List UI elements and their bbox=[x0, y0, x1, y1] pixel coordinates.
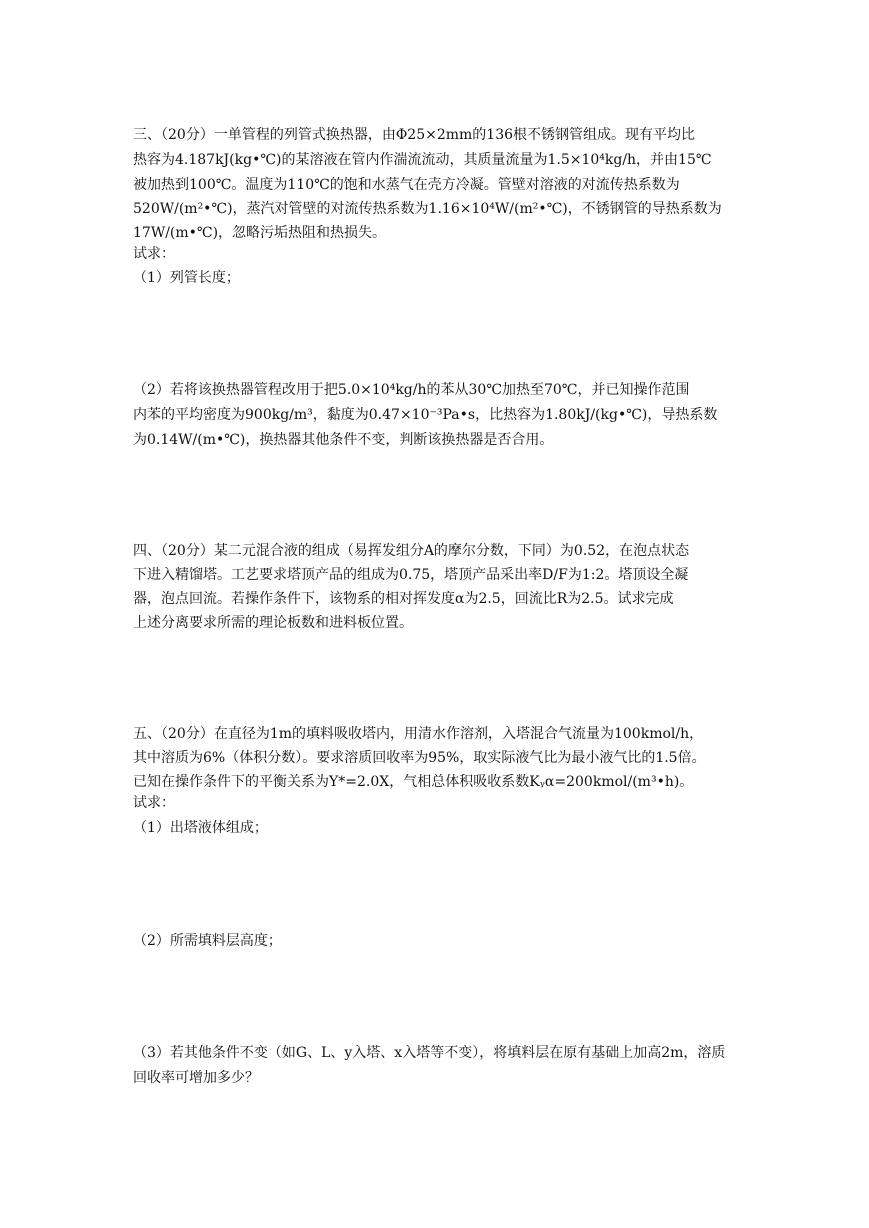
q4-line-4: 上述分离要求所需的理论板数和进料板位置。 bbox=[133, 615, 413, 631]
q5-sub-1: （1）出塔液体组成； bbox=[133, 820, 268, 836]
q5-sub3-line-1: （3）若其他条件不变（如G、L、y入塔、x入塔等不变），将填料层在原有基础上加高2m，溶质 bbox=[133, 1045, 726, 1061]
q4-line-2: 下进入精馏塔。工艺要求塔顶产品的组成为0.75，塔顶产品采出率D/F为1:2。塔顶设全凝 bbox=[133, 567, 689, 583]
q5-line-3: 已知在操作条件下的平衡关系为Y*=2.0X，气相总体积吸收系数Kᵧα=200kmol/(m³•h)。 bbox=[133, 774, 694, 790]
q3-line-1: 三、（20分）一单管程的列管式换热器，由Φ25×2mm的136根不锈钢管组成。现有平均比 bbox=[133, 127, 696, 143]
q5-sub-2: （2）所需填料层高度； bbox=[133, 933, 282, 949]
q3-line-3: 被加热到100℃。温度为110℃的饱和水蒸气在壳方冷凝。管壁对溶液的对流传热系数为 bbox=[133, 177, 680, 193]
q5-line-2: 其中溶质为6%（体积分数）。要求溶质回收率为95%，取实际液气比为最小液气比的1.5倍。 bbox=[133, 750, 706, 766]
q3-sub2-line-3: 为0.14W/(m•℃)，换热器其他条件不变，判断该换热器是否合用。 bbox=[133, 432, 554, 448]
q3-sub2-line-2: 内苯的平均密度为900kg/m³，黏度为0.47×10⁻³Pa•s，比热容为1.80kJ/(kg•℃)，导热系数 bbox=[133, 407, 718, 423]
q3-line-2: 热容为4.187kJ(kg•℃)的某溶液在管内作湍流流动，其质量流量为1.5×10⁴kg/h，并由15℃ bbox=[133, 152, 712, 168]
q3-sub2-line-1: （2）若将该换热器管程改用于把5.0×10⁴kg/h的苯从30℃加热至70℃，并已知操作范围 bbox=[133, 382, 690, 398]
q5-line-1: 五、（20分）在直径为1m的填料吸收塔内，用清水作溶剂，入塔混合气流量为100kmol/h， bbox=[133, 726, 704, 742]
q5-ask: 试求： bbox=[133, 795, 175, 811]
q3-sub-1: （1）列管长度； bbox=[133, 270, 240, 286]
q5-sub3-line-2: 回收率可增加多少？ bbox=[133, 1070, 259, 1086]
q3-line-4: 520W/(m²•℃)，蒸汽对管壁的对流传热系数为1.16×10⁴W/(m²•℃)，不锈钢管的导热系数为 bbox=[133, 201, 722, 217]
q4-line-3: 器，泡点回流。若操作条件下，该物系的相对挥发度α为2.5，回流比R为2.5。试求完成 bbox=[133, 591, 674, 607]
q3-line-5: 17W/(m•℃)，忽略污垢热阻和热损失。 bbox=[133, 225, 387, 241]
q4-line-1: 四、（20分）某二元混合液的组成（易挥发组分A的摩尔分数，下同）为0.52，在泡点状态 bbox=[133, 543, 690, 559]
q3-ask: 试求： bbox=[133, 246, 175, 262]
